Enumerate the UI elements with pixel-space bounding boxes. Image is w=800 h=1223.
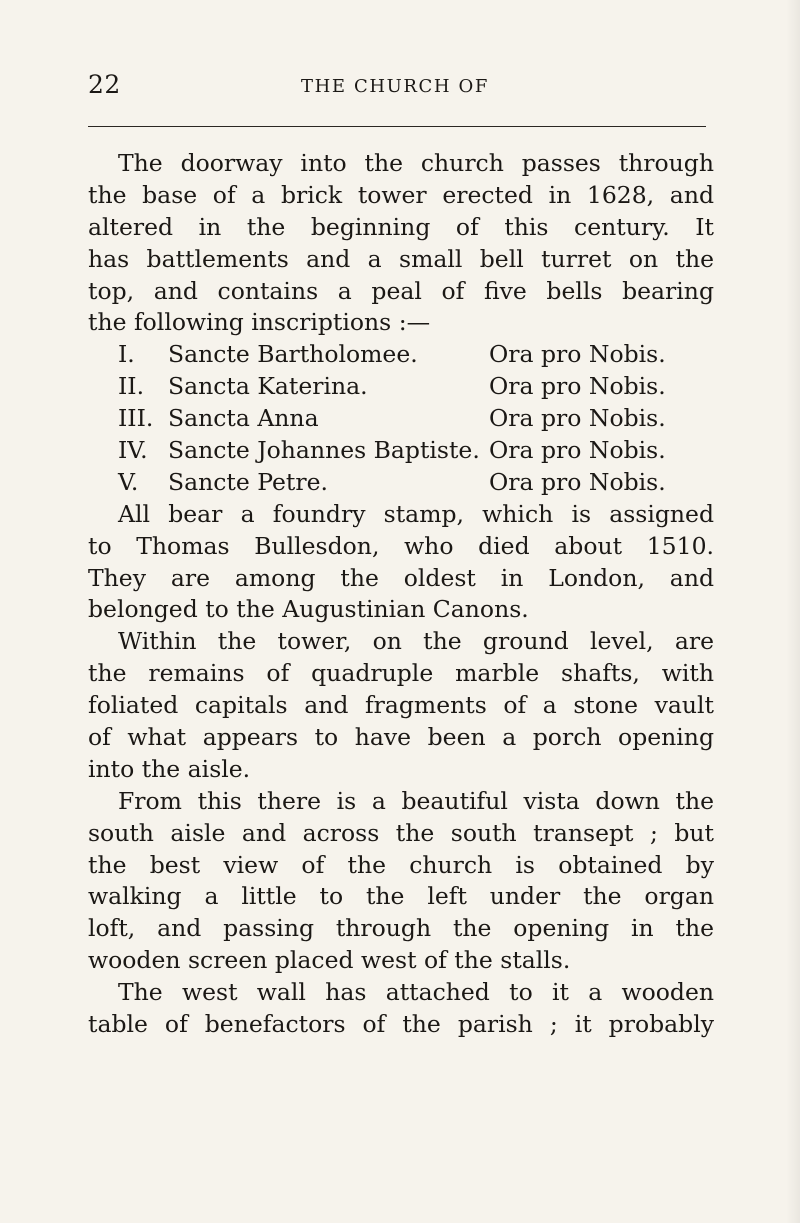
bell-prayer: Ora pro Nobis. (489, 372, 666, 401)
bell-name: Sancte Bartholomee. (168, 340, 418, 369)
bell-name: Sancta Katerina. (168, 372, 368, 401)
text-line: All bear a foundry stamp, which is assigned (118, 499, 714, 528)
bell-numeral: III. (118, 404, 154, 433)
text-line: loft, and passing through the opening in the (88, 914, 714, 943)
text-line: They are among the oldest in London, and (88, 563, 714, 592)
text-line: the best view of the church is obtained by (88, 850, 714, 879)
bell-prayer: Ora pro Nobis. (489, 404, 666, 433)
text-line: the base of a brick tower erected in 1628, and (88, 180, 714, 209)
text-line: into the aisle. (88, 754, 251, 783)
text-line: the remains of quadruple marble shafts, with (88, 659, 714, 688)
header-rule (88, 126, 706, 127)
paragraph-tower-remains (88, 626, 714, 785)
text-line: of what appears to have been a porch opening (88, 723, 714, 752)
text-line: table of benefactors of the parish ; it probably (88, 1010, 714, 1039)
paragraph-doorway (88, 148, 714, 339)
bell-numeral: II. (118, 372, 145, 401)
text-line: to Thomas Bullesdon, who died about 1510. (88, 531, 714, 560)
running-head-title: THE CHURCH OF (301, 76, 489, 97)
page-number: 22 (88, 70, 121, 99)
text-line: the following inscriptions :— (88, 308, 431, 337)
bell-inscription (88, 371, 714, 403)
bell-name: Sancte Petre. (168, 467, 328, 496)
text-line: The doorway into the church passes through (118, 149, 714, 177)
page-edge-shadow (786, 0, 800, 1223)
text-line: south aisle and across the south transept ; but (88, 818, 714, 847)
text-line: altered in the beginning of this century. It (88, 212, 714, 241)
body-text (88, 148, 714, 1041)
text-line: top, and contains a peal of five bells bearing (88, 276, 714, 305)
bell-name: Sancte Johannes Baptiste. (168, 436, 480, 465)
text-line: has battlements and a small bell turret on the (88, 244, 714, 273)
text-line: walking a little to the left under the organ (88, 882, 714, 911)
text-line: foliated capitals and fragments of a stone vault (88, 691, 714, 720)
bell-inscription (88, 403, 714, 435)
bell-inscription (88, 339, 714, 371)
bell-prayer: Ora pro Nobis. (489, 340, 666, 369)
text-line: belonged to the Augustinian Canons. (88, 595, 529, 624)
bell-name: Sancta Anna (168, 404, 319, 433)
text-line: From this there is a beautiful vista down the (118, 786, 714, 815)
paragraph-vista (88, 786, 714, 977)
paragraph-foundry-stamp (88, 499, 714, 627)
bell-inscription (88, 467, 714, 499)
bell-prayer: Ora pro Nobis. (489, 436, 666, 465)
bell-numeral: IV. (118, 436, 148, 465)
text-line: Within the tower, on the ground level, are (118, 627, 714, 656)
text-line: wooden screen placed west of the stalls. (88, 946, 571, 975)
bell-numeral: I. (118, 340, 135, 369)
text-line: The west wall has attached to it a wooden (118, 978, 714, 1007)
bell-inscription (88, 435, 714, 467)
paragraph-west-wall (88, 977, 714, 1041)
bell-numeral: V. (118, 467, 139, 496)
bell-prayer: Ora pro Nobis. (489, 467, 666, 496)
bell-inscriptions-list (88, 339, 714, 498)
